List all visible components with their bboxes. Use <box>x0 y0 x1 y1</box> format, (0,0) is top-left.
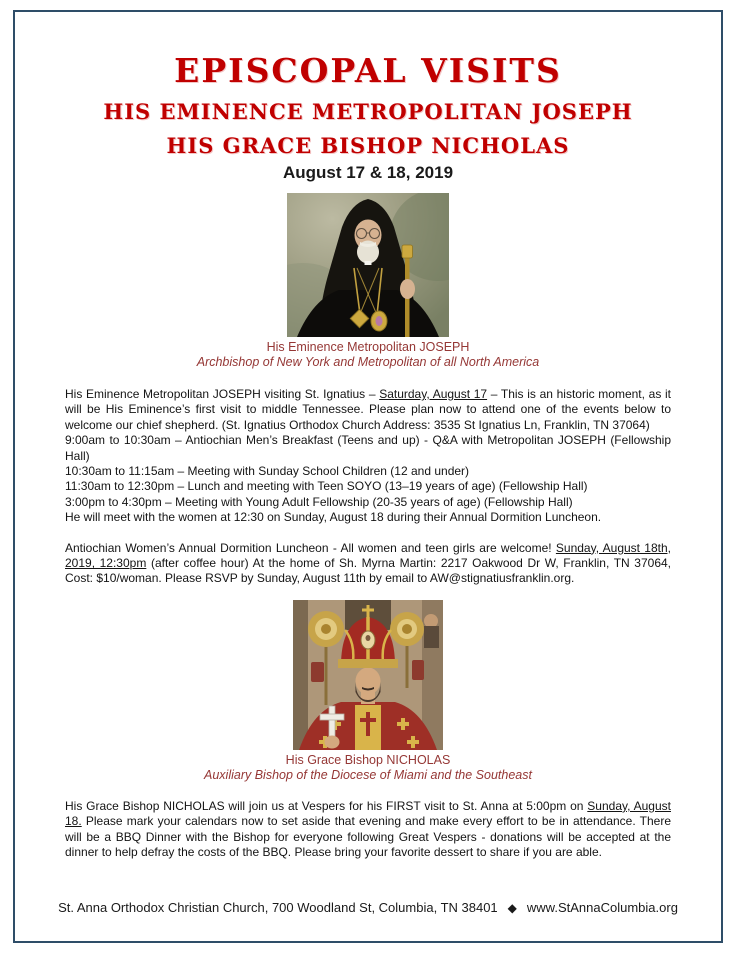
underlined-date-sunday-luncheon: Sunday, August 18th, 2019, 12:30pm <box>65 540 671 571</box>
schedule-line: 11:30am to 12:30pm – Lunch and meeting with Teen SOYO (13–19 years of age) (Fellowship Hall) <box>65 479 588 494</box>
footer <box>15 900 721 915</box>
schedule-line: He will meet with the women at 12:30 on Sunday, August 18 during their Annual Dormition Luncheon. <box>65 510 602 525</box>
schedule-line: 9:00am to 10:30am – Antiochian Men’s Breakfast (Teens and up) - Q&A with Metropolitan JOSEPH (Fellowship Hall) <box>65 433 671 463</box>
joseph-caption: His Eminence Metropolitan JOSEPH <box>266 340 470 354</box>
diamond-icon: ◆ <box>507 901 517 915</box>
joseph-subcaption: Archbishop of New York and Metropolitan of all North America <box>196 355 540 369</box>
joseph-visit-intro: His Eminence Metropolitan JOSEPH visiting St. Ignatius – Saturday, August 17 – This is an historic moment, as it will be His Eminence’s first visit to middle Tennessee. Please plan now to attend one of the events below to welcome our chief shepherd. (St. Ignatius Orthodox Church Address: 3535 St Ignatius Ln, Franklin, TN 37064) <box>65 387 671 432</box>
flyer-page <box>13 10 723 943</box>
footer-address: St. Anna Orthodox Christian Church, 700 Woodland St, Columbia, TN 38401 <box>58 900 498 915</box>
nicholas-caption-block <box>65 753 671 783</box>
subtitle-bishop-nicholas: HIS GRACE BISHOP NICHOLAS <box>166 133 570 158</box>
event-date: August 17 & 18, 2019 <box>282 163 454 182</box>
nicholas-caption: His Grace Bishop NICHOLAS <box>285 752 451 767</box>
underlined-date-saturday: Saturday, August 17 <box>379 387 488 401</box>
subtitle-metropolitan-joseph: HIS EMINENCE METROPOLITAN JOSEPH <box>103 99 633 124</box>
underlined-date-sunday-vespers: Sunday, August 18. <box>65 798 671 829</box>
joseph-visit-paragraph <box>65 387 671 526</box>
nicholas-visit-paragraph: His Grace Bishop NICHOLAS will join us at Vespers for his FIRST visit to St. Anna at 5:00pm on Sunday, August 18. Please mark your calendars now to set aside that evening and make every effort to be in attendance. There will be a BBQ Dinner with the Bishop for everyone following Great Vespers - donations will be accepted at the dinner to help defray the costs of the BBQ. Please bring your favorite dessert to share if you are able. <box>65 798 671 860</box>
bishop-nicholas-photo <box>293 600 443 750</box>
schedule-line: 10:30am to 11:15am – Meeting with Sunday School Children (12 and under) <box>65 464 470 479</box>
metropolitan-joseph-photo <box>287 193 449 337</box>
luncheon-paragraph: Antiochian Women’s Annual Dormition Luncheon - All women and teen girls are welcome! Sunday, August 18th, 2019, 12:30pm (after coffee hour) At the home of Sh. Myrna Martin: 2217 Oakwood Dr W, Franklin, TN 37064, Cost: $10/woman. Please RSVP by Sunday, August 11th by email to AW@stignatiusfranklin.org. <box>65 540 672 586</box>
joseph-caption-block <box>65 340 671 370</box>
footer-website: www.StAnnaColumbia.org <box>526 900 678 915</box>
schedule-line: 3:00pm to 4:30pm – Meeting with Young Adult Fellowship (20-35 years of age) (Fellowship Hall) <box>65 494 573 509</box>
flyer-title: EPISCOPAL VISITS <box>174 51 562 90</box>
nicholas-subcaption: Auxiliary Bishop of the Diocese of Miami and the Southeast <box>204 767 532 782</box>
hand <box>400 279 415 299</box>
